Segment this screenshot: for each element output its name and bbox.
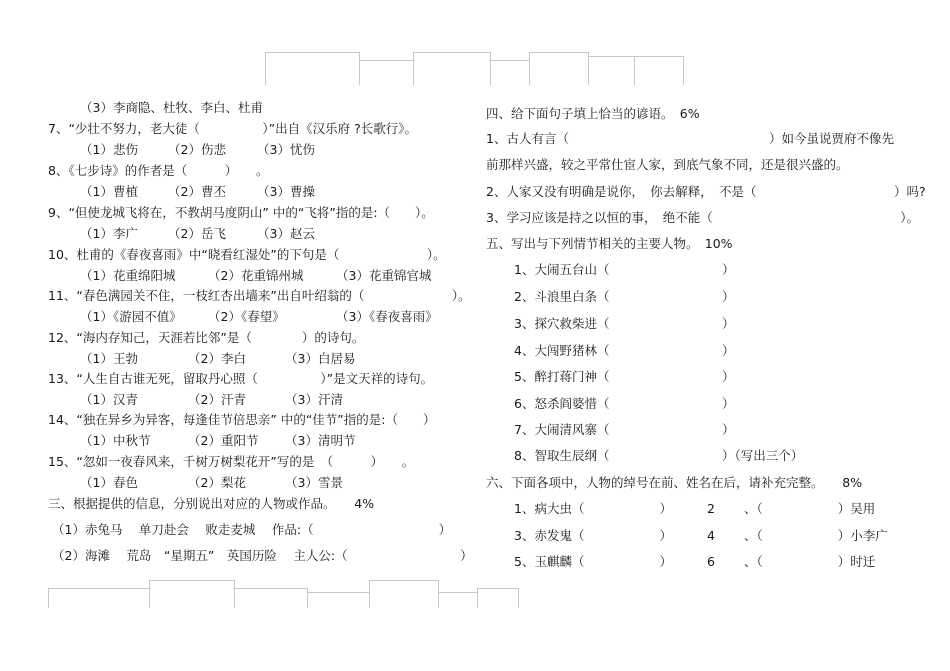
section-5-item: 3、探穴救柴进（ ） — [514, 316, 735, 331]
section-6-item: 、（ ）时迁 — [744, 554, 876, 569]
question-11-option: （3）《春夜喜雨》 — [336, 309, 438, 324]
decorative-box — [477, 588, 519, 608]
decorative-box — [634, 56, 684, 85]
question-9-option: （3）赵云 — [257, 226, 315, 241]
question-12-option: （1）王勃 — [80, 351, 138, 366]
question-13-option: （3）汗清 — [285, 392, 343, 407]
question-7-option: （3）忧伤 — [257, 142, 315, 157]
decorative-box — [588, 56, 635, 85]
section-5-item: 7、大闹清风寨（ ） — [514, 422, 735, 437]
question-12: 12、“海内存知己，天涯若比邻”是（ ）的诗句。 — [48, 330, 365, 345]
question-13: 13、“人生自古谁无死，留取丹心照（ ）”是文天祥的诗句。 — [48, 371, 434, 386]
question-11-option: （1）《游园不值》 — [80, 309, 182, 324]
question-10: 10、杜甫的《春夜喜雨》中“晓看红湿处”的下句是（ ）。 — [48, 247, 446, 262]
section-4-item-continued: 前那样兴盛，较之平常仕宦人家，到底气象不同，还是很兴盛的。 — [486, 157, 849, 172]
section-5-item: 5、醉打蒋门神（ ） — [514, 369, 735, 384]
section-5-item: 4、大闯野猪林（ ） — [514, 343, 735, 358]
section-6-item: 、（ ）吴用 — [744, 501, 876, 516]
decorative-box — [359, 60, 414, 85]
decorative-box — [490, 60, 530, 85]
section-6-item: 1、病大虫（ ） — [514, 501, 672, 516]
decorative-box — [529, 52, 589, 85]
section-5-item: 2、斗浪里白条（ ） — [514, 289, 735, 304]
question-8-option: （1）曹植 — [80, 184, 138, 199]
section-5-item: 6、怒杀阎婆惜（ ） — [514, 396, 735, 411]
question-6-options: （3）李商隐、杜牧、李白、杜甫 — [80, 100, 263, 115]
question-14-option: （3）清明节 — [285, 433, 356, 448]
question-15-option: （2）梨花 — [188, 475, 246, 490]
question-12-option: （2）李白 — [188, 351, 246, 366]
section-3-heading: 三、根据提供的信息，分别说出对应的人物或作品。 4% — [48, 496, 375, 511]
question-14-option: （2）重阳节 — [188, 433, 259, 448]
question-8: 8、《七步诗》的作者是（ ） 。 — [48, 163, 269, 178]
section-3-item: （2）海滩 荒岛 “星期五” 英国历险 主人公:（ ） — [52, 548, 473, 563]
question-12-option: （3）白居易 — [285, 351, 356, 366]
question-15-option: （1）春色 — [80, 475, 138, 490]
decorative-box — [438, 592, 478, 608]
question-9-option: （1）李广 — [80, 226, 138, 241]
section-5-item: 8、智取生辰纲（ ）（写出三个） — [514, 448, 804, 463]
question-7-option: （2）伤悲 — [168, 142, 226, 157]
section-5-heading: 五、写出与下列情节相关的主要人物。 10% — [486, 236, 733, 251]
question-8-option: （2）曹丕 — [168, 184, 226, 199]
decorative-box — [149, 580, 235, 608]
question-15: 15、“忽如一夜春风来，千树万树梨花开”写的是 （ ） 。 — [48, 454, 415, 469]
decorative-box — [234, 588, 308, 608]
question-14: 14、“独在异乡为异客，每逢佳节倍思亲” 中的“佳节”指的是:（ ） — [48, 412, 436, 427]
section-5-item: 1、大闹五台山（ ） — [514, 262, 735, 277]
section-6-heading: 六、下面各项中，人物的绰号在前、姓名在后，请补充完整。 8% — [486, 475, 863, 490]
question-8-option: （3）曹操 — [257, 184, 315, 199]
section-3-item: （1）赤兔马 单刀赴会 败走麦城 作品:（ ） — [52, 522, 452, 537]
question-9: 9、“但使龙城飞将在，不教胡马度阴山” 中的“飞将”指的是:（ ）。 — [48, 205, 434, 220]
question-10-option: （3）花重锦官城 — [336, 268, 432, 283]
question-13-option: （2）汗青 — [188, 392, 246, 407]
section-4-item: 1、古人有言（ ）如今虽说贾府不像先 — [486, 131, 894, 146]
question-9-option: （2）岳飞 — [168, 226, 226, 241]
section-6-item: 、（ ）小李广 — [744, 528, 888, 543]
question-11: 11、“春色满园关不住，一枝红杏出墙来”出自叶绍翁的（ ）。 — [48, 288, 471, 303]
section-4-heading: 四、给下面句子填上恰当的谚语。 6% — [486, 106, 700, 121]
section-6-number: 6 — [707, 554, 715, 569]
section-6-number: 4 — [707, 528, 715, 543]
question-15-option: （3）雪景 — [285, 475, 343, 490]
decorative-box — [265, 52, 360, 85]
section-6-number: 2 — [707, 501, 715, 516]
section-6-item: 3、赤发鬼（ ） — [514, 528, 672, 543]
question-14-option: （1）中秋节 — [80, 433, 151, 448]
decorative-box — [369, 580, 439, 608]
question-11-option: （2）《春望》 — [208, 309, 285, 324]
section-6-item: 5、玉麒麟（ ） — [514, 554, 672, 569]
section-4-item: 2、人家又没有明确是说你， 你去解释， 不是（ ）吗? — [486, 184, 926, 199]
decorative-box — [307, 592, 370, 608]
decorative-box — [48, 588, 150, 608]
section-4-item: 3、学习应该是持之以恒的事， 绝不能（ ）。 — [486, 210, 919, 225]
question-7-option: （1）悲伤 — [80, 142, 138, 157]
question-10-option: （1）花重绵阳城 — [80, 268, 176, 283]
question-10-option: （2）花重锦州城 — [208, 268, 304, 283]
question-13-option: （1）汉青 — [80, 392, 138, 407]
decorative-box — [413, 52, 491, 85]
question-7: 7、“少壮不努力，老大徒（ ）”出自《汉乐府 ?长歌行》。 — [48, 121, 418, 136]
